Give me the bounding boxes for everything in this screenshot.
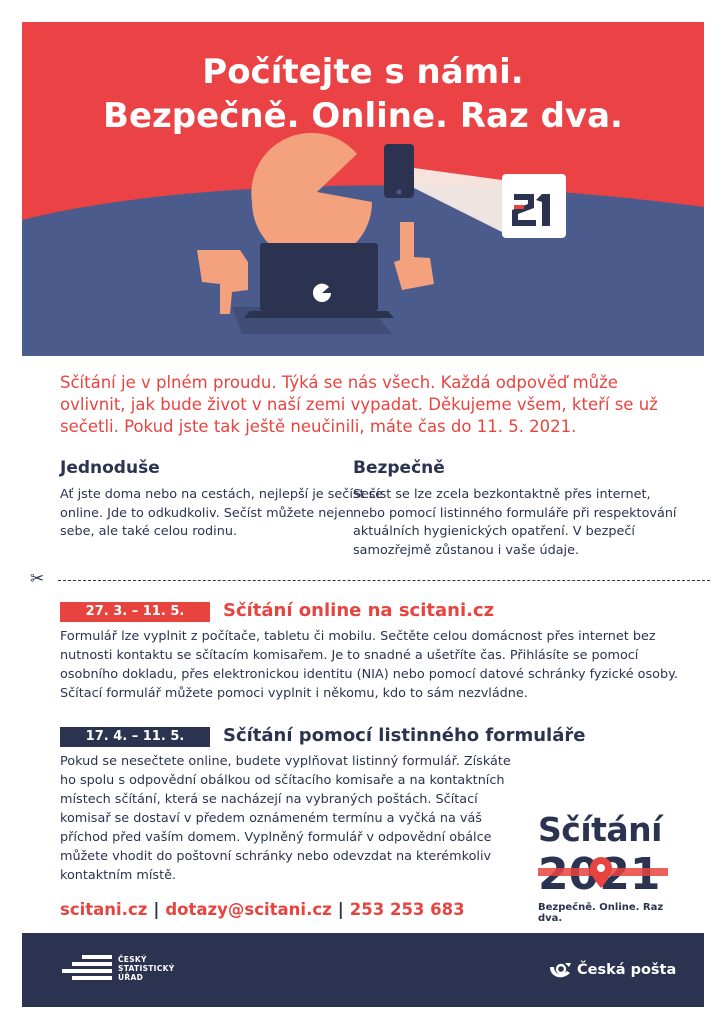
laptop-base: [244, 311, 394, 318]
scitani-2021-logo: [538, 810, 688, 924]
section-paper-text: Pokud se nesečtete online, budete vyplňovat listinný formulář. Získáte ho spolu s odpovědní obálkou od sčítacího komisaře a na kontaktních místech sčítání, která se nacházejí na vybraných poštách. Sčítací komisař se dostaví v předem oznámeném termínu a vyčká na váš příchod před vaším domem. Vyplněný formulář v odpovědní obálce můžete vhodit do poštovní schránky nebo odevzdat na kterémkoliv kontaktním místě.: [60, 754, 511, 883]
dashed-divider: [58, 580, 710, 581]
csu-name: ČESKÝ STATISTICKÝ ÚŘAD: [118, 955, 175, 982]
csu-bars-icon: [60, 953, 114, 983]
section-online-text: Formulář lze vyplnit z počítače, tabletu či mobilu. Sečtěte celou domácnost přes internet bez nutnosti kontaktu se sčítacím komisařem. Je to snadné a ušetříte čas. Přihlásíte se pomocí osobního dokladu, přes elektronickou identitu (NIA) nebo pomocí datové schránky fyzické osoby. Sčítací formulář můžete pomoci vyplnit i někomu, kdo to sám nezvládne.: [60, 629, 678, 701]
cut-line: [30, 571, 710, 589]
web-link[interactable]: scitani.cz: [60, 900, 148, 919]
section-paper-dates: 17. 4. – 11. 5.: [60, 727, 210, 747]
intro-paragraph: Sčítání je v plném proudu. Týká se nás všech. Každá odpověď může ovlivnit, jak bude život v naší zemi vypadat. Děkujeme všem, kteří se už sečetli. Pokud jste tak ještě neučinili, máte čas do 11. 5. 2021.: [60, 373, 658, 436]
horn-icon: [547, 961, 573, 983]
column-heading-safe: Bezpečně: [353, 458, 445, 478]
logo-tagline: Bezpečně. Online. Raz dva.: [538, 902, 664, 924]
section-paper-header: [60, 727, 700, 749]
scissors-icon: ✂: [30, 569, 45, 589]
column-text-simple: Ať jste doma nebo na cestách, nejlepší je sečíst se online. Jde to odkudkoliv. Sečíst můžete nejen sebe, ale také celou rodinu.: [60, 487, 384, 539]
phone-number[interactable]: 253 253 683: [349, 900, 465, 919]
separator: |: [337, 900, 344, 919]
separator: |: [153, 900, 160, 919]
hero-title-line2: Bezpečně. Online. Raz dva.: [103, 96, 623, 136]
section-online-title: Sčítání online na scitani.cz: [223, 600, 495, 621]
hero-title-line1: Počítejte s námi.: [202, 52, 524, 92]
csu-logo: [60, 953, 220, 989]
column-text-safe: Sečíst se lze zcela bezkontaktně přes internet, nebo pomocí listinného formuláře při respektování aktuálních hygienických opatření. V bezpečí samozřejmě zůstanou i vaše údaje.: [353, 487, 677, 558]
hero-banner: [22, 22, 704, 356]
logo-word: Sčítání: [538, 810, 662, 849]
footer-bar: [22, 933, 704, 1007]
ceska-posta-name: Česká pošta: [577, 962, 677, 978]
ceska-posta-logo: [547, 961, 687, 985]
logo-year-graphic: [538, 851, 668, 895]
section-online-dates: 27. 3. – 11. 5.: [60, 602, 210, 622]
contact-line: [60, 900, 465, 919]
email-link[interactable]: dotazy@scitani.cz: [165, 900, 332, 919]
section-paper-title: Sčítání pomocí listinného formuláře: [223, 725, 586, 746]
hero-title: [22, 50, 704, 138]
column-safe: [353, 458, 683, 560]
column-heading-simple: Jednoduše: [60, 458, 160, 478]
column-simple: [60, 458, 390, 542]
section-online-header: [60, 602, 700, 624]
